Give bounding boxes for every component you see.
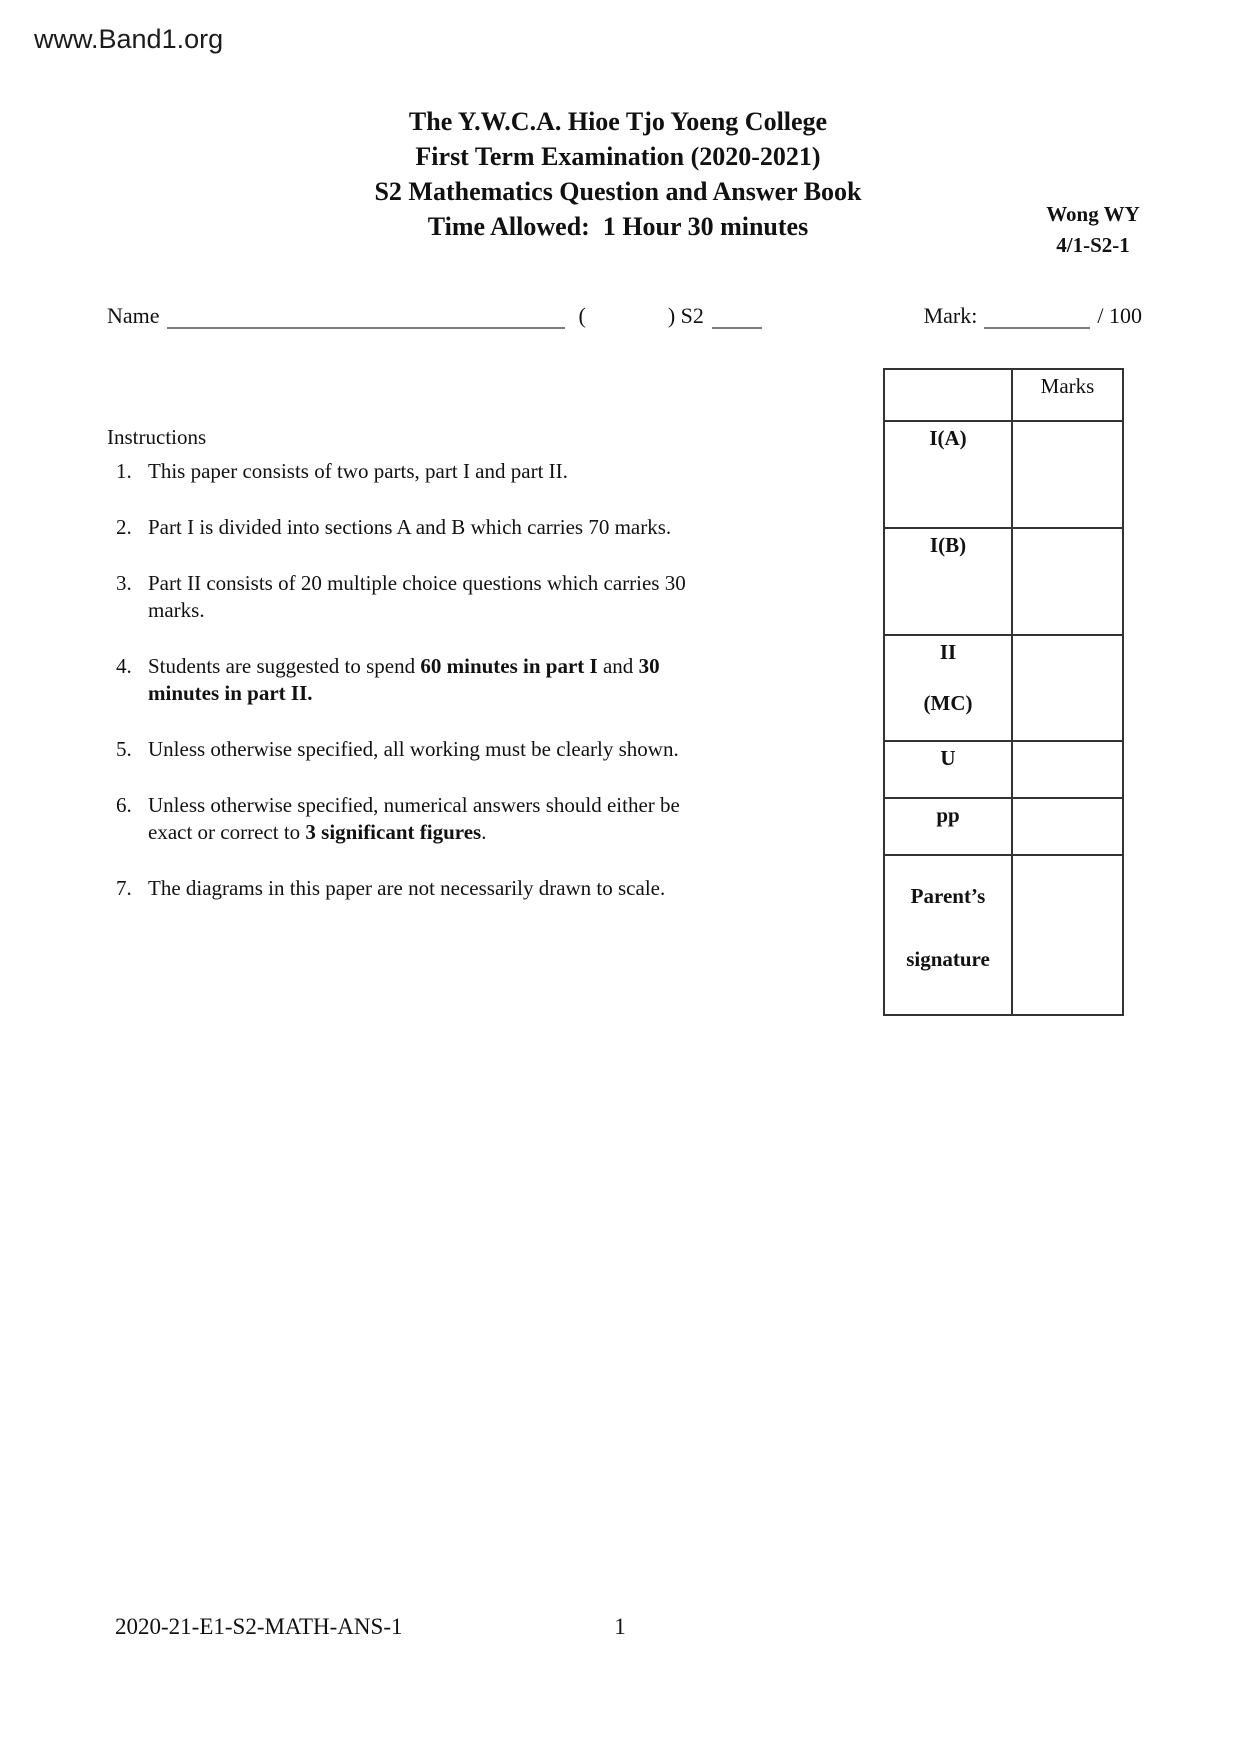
row-label-mc-line2: (MC) <box>923 691 973 715</box>
score-cell-ia <box>1012 421 1123 528</box>
class-paren-close: ) S2 <box>667 303 704 328</box>
instruction-number: 5. <box>116 737 132 761</box>
page-number: 1 <box>614 1614 626 1639</box>
marks-table <box>883 368 1124 1016</box>
class-paren-open: ( <box>578 303 586 328</box>
instruction-segment-bold: 30 <box>638 654 660 678</box>
marks-table-header-row <box>884 369 1123 421</box>
instruction-text <box>148 570 767 624</box>
instruction-text <box>148 653 767 707</box>
document-code: 2020-21-E1-S2-MATH-ANS-1 <box>115 1614 403 1639</box>
instruction-number: 7. <box>116 876 132 900</box>
paper-title: S2 Mathematics Question and Answer Book <box>374 177 862 206</box>
site-watermark: www.Band1.org <box>34 24 224 54</box>
instruction-segment: The diagrams in this paper are not necessarily drawn to scale. <box>148 876 666 900</box>
instruction-segment: and <box>597 654 639 678</box>
instruction-segment: Students are suggested to spend <box>148 654 421 678</box>
school-name: The Y.W.C.A. Hioe Tjo Yoeng College <box>408 107 828 136</box>
instruction-item-5 <box>107 736 767 763</box>
instruction-segment: exact or correct to <box>148 820 306 844</box>
score-cell-ib <box>1012 528 1123 635</box>
row-label-mc-line1: II <box>939 640 957 664</box>
instruction-segment-bold: 60 minutes in part I <box>420 654 598 678</box>
instruction-text <box>148 736 767 763</box>
table-row <box>884 741 1123 798</box>
signature-cell <box>1012 855 1123 1015</box>
table-row <box>884 855 1123 1015</box>
instruction-text <box>148 514 767 541</box>
student-info-row <box>107 299 1142 329</box>
instruction-text <box>148 792 767 846</box>
instruction-segment: marks. <box>148 598 205 622</box>
instruction-text <box>148 875 767 902</box>
instruction-item-2 <box>107 514 767 541</box>
row-label-u: U <box>884 741 1012 798</box>
instruction-number: 3. <box>116 571 132 595</box>
score-cell-u <box>1012 741 1123 798</box>
instruction-item-3 <box>107 570 767 624</box>
instruction-segment: Unless otherwise specified, numerical answers should either be <box>148 793 680 817</box>
examiner-block <box>1018 199 1168 261</box>
instruction-segment: . <box>481 820 487 844</box>
instruction-segment: Part I is divided into sections A and B which carries 70 marks. <box>148 515 672 539</box>
table-row <box>884 528 1123 635</box>
marks-column-header: Marks <box>1012 369 1123 421</box>
instruction-item-6 <box>107 792 767 846</box>
mark-label: Mark: <box>923 303 978 328</box>
title-block <box>60 104 1176 244</box>
instruction-number: 1. <box>116 459 132 483</box>
name-input-line <box>167 301 565 329</box>
instruction-segment-bold: 3 significant figures <box>305 820 482 844</box>
row-label-signature <box>884 855 1012 1015</box>
instructions-heading: Instructions <box>107 425 207 449</box>
name-label: Name <box>107 303 160 328</box>
table-row <box>884 798 1123 855</box>
time-allowed: Time Allowed: 1 Hour 30 minutes <box>427 212 809 241</box>
instruction-item-4 <box>107 653 767 707</box>
paper-code: 4/1-S2-1 <box>1056 233 1130 257</box>
instruction-text <box>148 458 767 485</box>
instruction-segment-bold: minutes in part II. <box>148 681 313 705</box>
instruction-segment: Unless otherwise specified, all working must be clearly shown. <box>148 737 679 761</box>
instruction-item-1 <box>107 458 767 485</box>
row-label-signature-line1: Parent’s <box>910 884 986 908</box>
instruction-item-7 <box>107 875 767 902</box>
mark-input-line <box>984 301 1090 329</box>
marks-table-corner-cell <box>884 369 1012 421</box>
exam-name: First Term Examination (2020-2021) <box>415 142 821 171</box>
table-row <box>884 421 1123 528</box>
table-row <box>884 635 1123 741</box>
instruction-number: 4. <box>116 654 132 678</box>
row-label-ia: I(A) <box>884 421 1012 528</box>
row-label-signature-line2: signature <box>906 947 990 971</box>
score-cell-mc <box>1012 635 1123 741</box>
mark-total: / 100 <box>1097 303 1142 328</box>
row-label-pp: pp <box>884 798 1012 855</box>
mark-group <box>924 301 1142 329</box>
instruction-number: 2. <box>116 515 132 539</box>
row-label-ib: I(B) <box>884 528 1012 635</box>
score-cell-pp <box>1012 798 1123 855</box>
instruction-segment: Part II consists of 20 multiple choice questions which carries 30 <box>148 571 686 595</box>
row-label-mc <box>884 635 1012 741</box>
instruction-segment: This paper consists of two parts, part I and part II. <box>148 459 568 483</box>
instruction-number: 6. <box>116 793 132 817</box>
class-input-line <box>712 301 762 329</box>
examiner-name: Wong WY <box>1046 202 1140 226</box>
instructions-section <box>107 424 767 931</box>
